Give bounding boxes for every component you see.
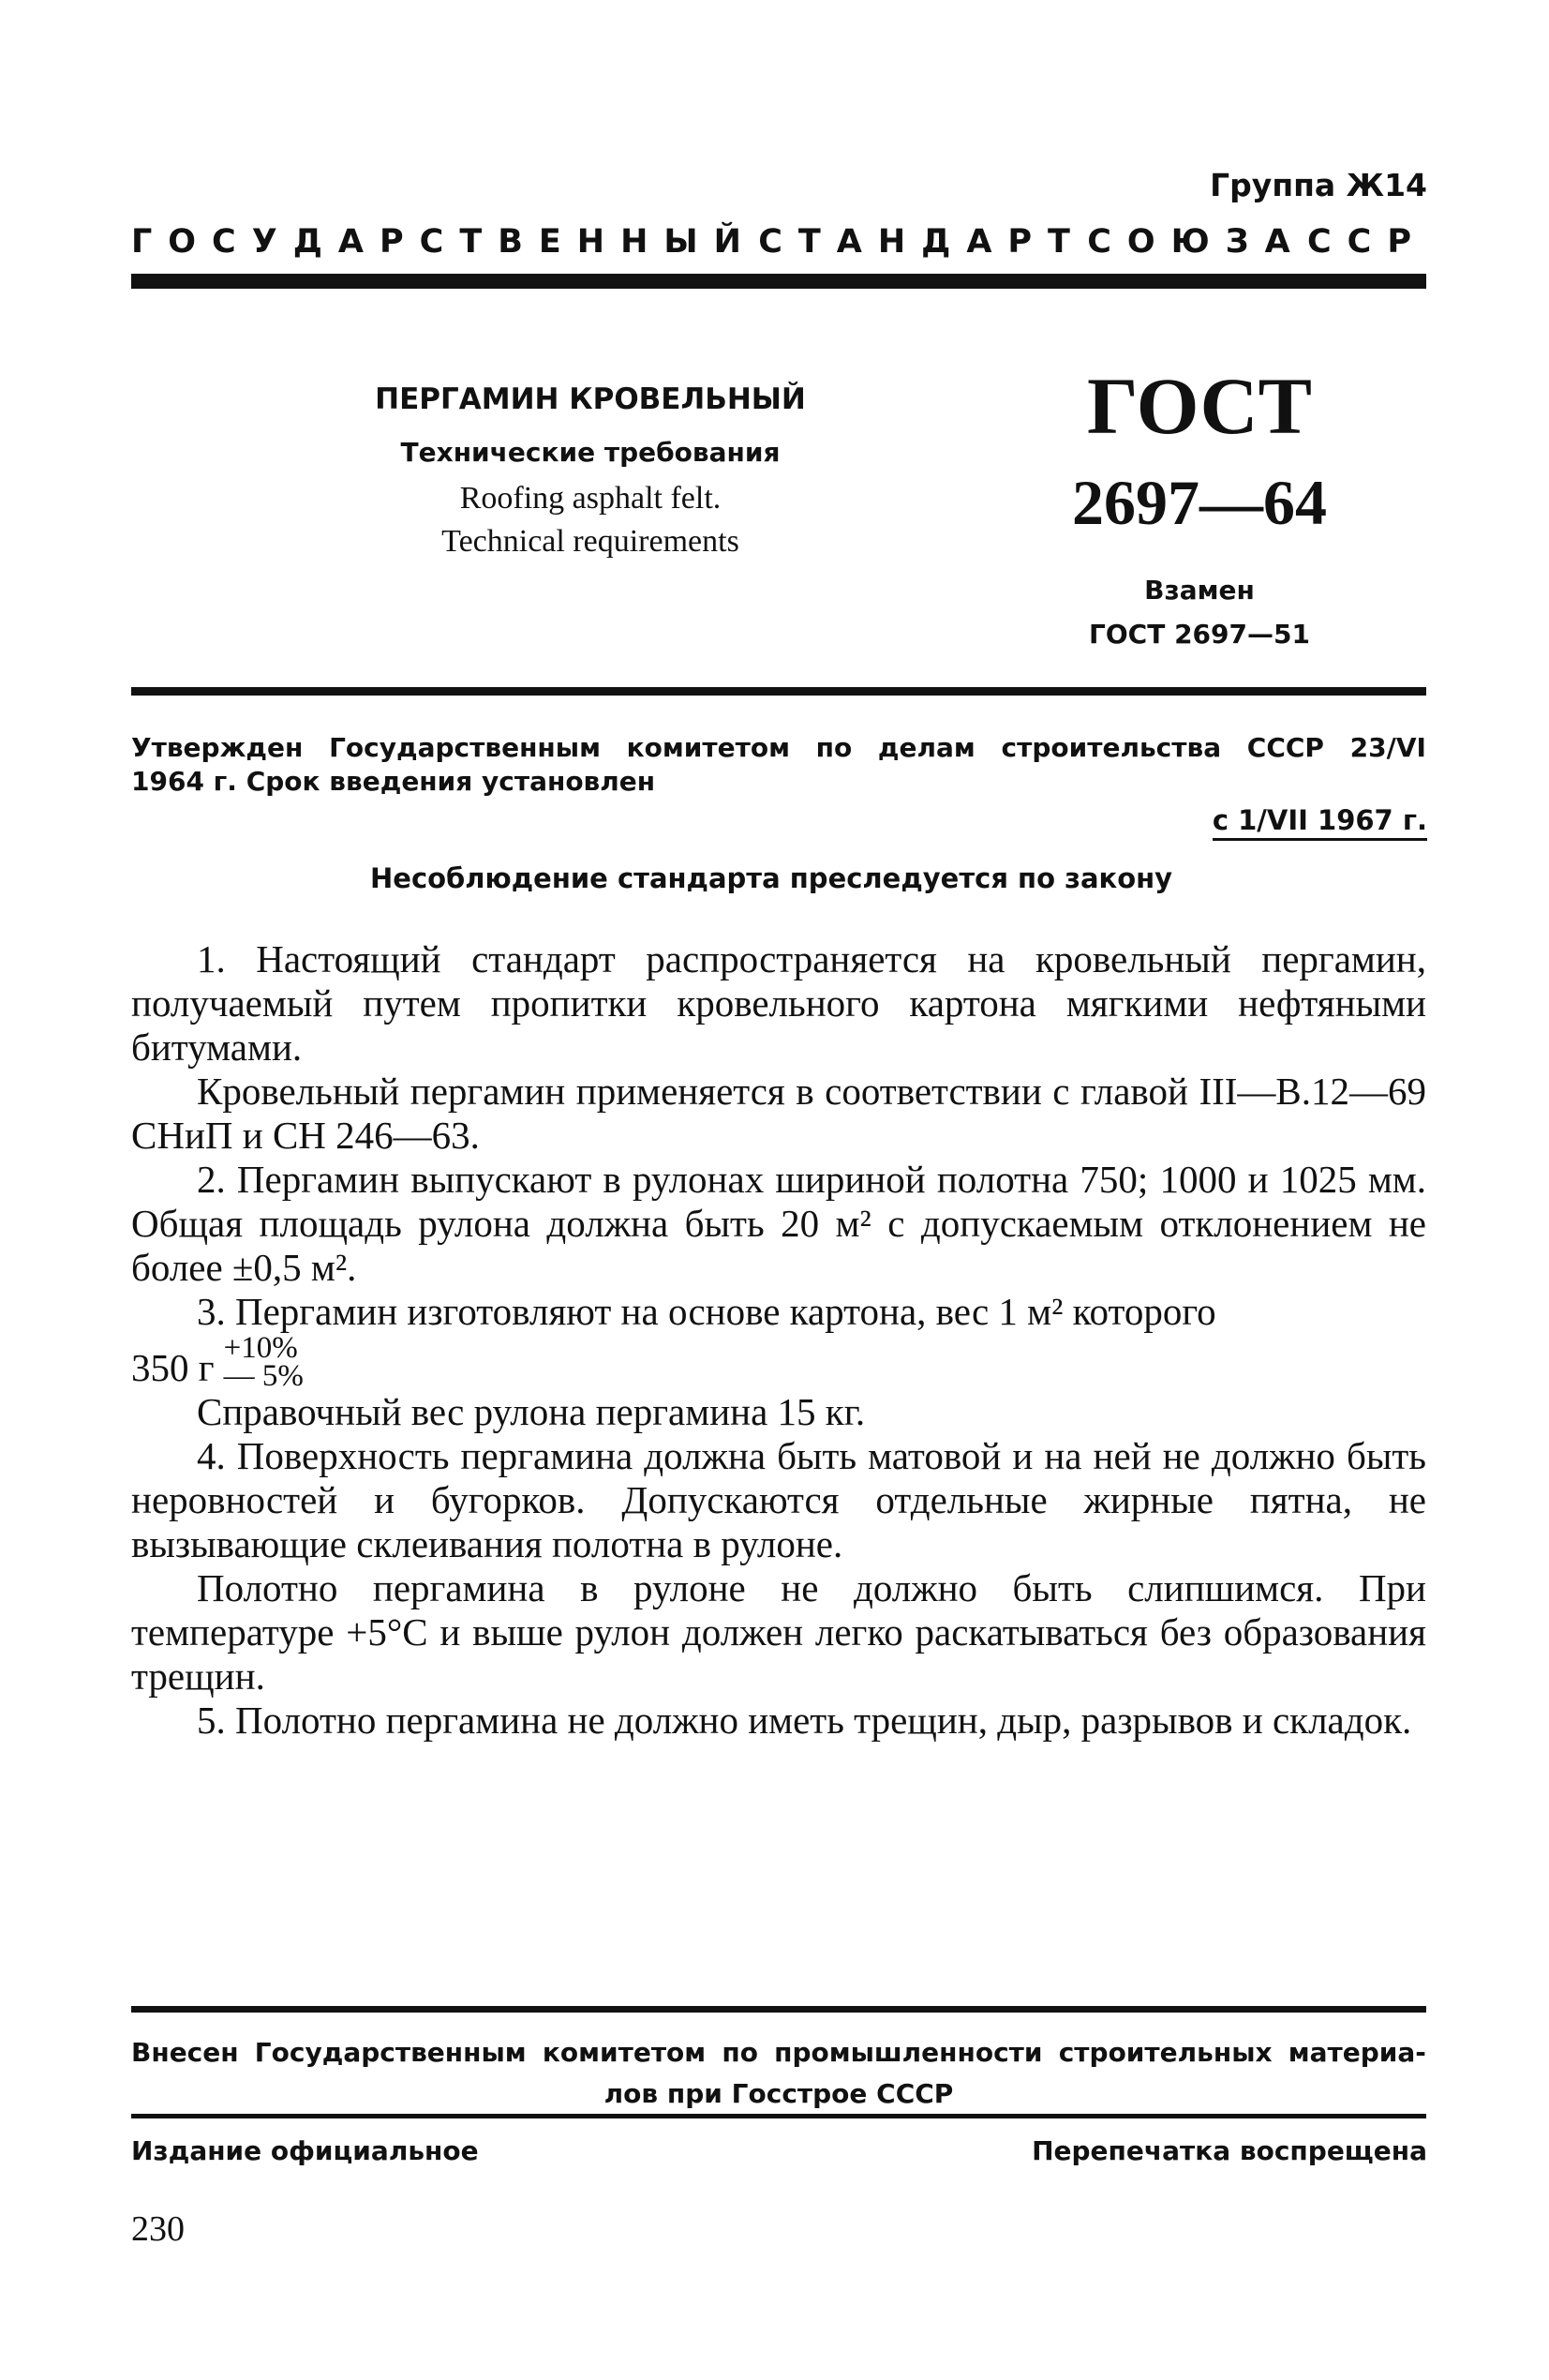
legal-notice: Несоблюдение стандарта преследуется по закону: [370, 862, 1173, 894]
approval-word: СССР: [1246, 732, 1324, 763]
title-en-line2: Technical requirements: [441, 524, 739, 559]
approval-word: комитетом: [626, 732, 790, 763]
footer-rule-bottom: [131, 2114, 1426, 2118]
tolerance-minus: — 5%: [223, 1359, 304, 1393]
heading-word-union: СОЮЗА: [1087, 223, 1306, 261]
title-en-line1: Roofing asphalt felt.: [459, 481, 722, 516]
approval-word: Утвержден: [131, 732, 304, 763]
tolerance-plus: +10%: [223, 1331, 298, 1365]
approval-word: Государственным: [329, 732, 601, 763]
introduced-word: промышленности: [774, 2037, 1043, 2068]
state-standard-heading: [131, 223, 1427, 261]
introduced-by: [131, 2032, 1426, 2115]
paragraph-3b: Справочный вес рулона пергамина 15 кг.: [197, 1390, 866, 1433]
middle-rule: [131, 687, 1426, 696]
heading-word-state: ГОСУДАРСТВЕННЫЙ: [131, 223, 757, 261]
approval-statement: [131, 731, 1426, 799]
introduced-word: строительных: [1058, 2037, 1273, 2068]
gost-designation: [1031, 361, 1368, 650]
replace-label: Взамен: [1144, 575, 1255, 606]
weight-value: 350 г: [131, 1346, 215, 1389]
edition-label: Издание официальное: [131, 2135, 479, 2166]
gost-number: 2697—64: [1072, 467, 1327, 538]
gost-word: ГОСТ: [1087, 361, 1312, 451]
introduced-line2: лов при Госстрое СССР: [603, 2078, 954, 2109]
top-rule: [131, 274, 1426, 289]
approval-word: по: [815, 732, 853, 763]
footer-rule-top: [131, 2006, 1426, 2013]
heading-word-ussr: ССР: [1306, 223, 1427, 261]
introduced-word: материа-: [1288, 2037, 1426, 2068]
document-title-block: [356, 382, 825, 563]
title-ru: ПЕРГАМИН КРОВЕЛЬНЫЙ: [375, 382, 806, 416]
weight-tolerance: [223, 1331, 304, 1393]
paragraph-5: 5. Полотно пергамина не должно иметь трещин, дыр, разрывов и складок.: [197, 1699, 1412, 1742]
paragraph-1b: Кровельный пергамин применяется в соответствии с главой III—В.12—69 СНиП и СН 246—63.: [131, 1070, 1426, 1157]
approval-word: 23/VI: [1349, 732, 1426, 763]
heading-word-standard: СТАНДАРТ: [758, 223, 1086, 261]
introduced-word: Внесен: [131, 2037, 239, 2068]
document-body: [131, 937, 1426, 1743]
subtitle-ru: Технические требования: [400, 437, 781, 468]
introduced-word: по: [722, 2037, 758, 2068]
page-number: 230: [131, 2209, 185, 2249]
reprint-notice: Перепечатка воспрещена: [1032, 2135, 1427, 2166]
approval-line2: 1964 г. Срок введения установлен: [131, 766, 656, 797]
paragraph-2: 2. Пергамин выпускают в рулонах шириной полотна 750; 1000 и 1025 мм. Общая площадь рулона должна быть 20 м² с допускаемым отклонением не более ±0,5 м².: [131, 1158, 1426, 1289]
paragraph-4: 4. Поверхность пергамина должна быть матовой и на ней не должно быть неровностей и бугорков. Допускаются отдельные жирные пятна, не вызывающие склеивания полотна в рулоне.: [131, 1434, 1426, 1565]
introduced-word: комитетом: [542, 2037, 707, 2068]
approval-line1: [131, 731, 1426, 765]
introduced-line1: [131, 2032, 1426, 2073]
replaced-standard: ГОСТ 2697—51: [1089, 619, 1310, 650]
approval-word: строительства: [1001, 732, 1222, 763]
paragraph-1: 1. Настоящий стандарт распространяется на кровельный пергамин, получаемый путем пропитки кровельного картона мягкими нефтяными битумами.: [131, 937, 1426, 1069]
group-label: Группа Ж14: [1210, 167, 1427, 203]
paragraph-3: 3. Пергамин изготовляют на основе картона, вес 1 м² которого: [197, 1290, 1216, 1333]
introduced-word: Государственным: [254, 2037, 527, 2068]
weight-formula: [131, 1331, 1426, 1393]
approval-word: делам: [877, 732, 976, 763]
paragraph-4b: Полотно пергамина в рулоне не должно быть слипшимся. При температуре +5°С и выше рулон должен легко раскатываться без образования трещин.: [131, 1566, 1426, 1698]
effective-date: с 1/VII 1967 г.: [1213, 804, 1427, 841]
